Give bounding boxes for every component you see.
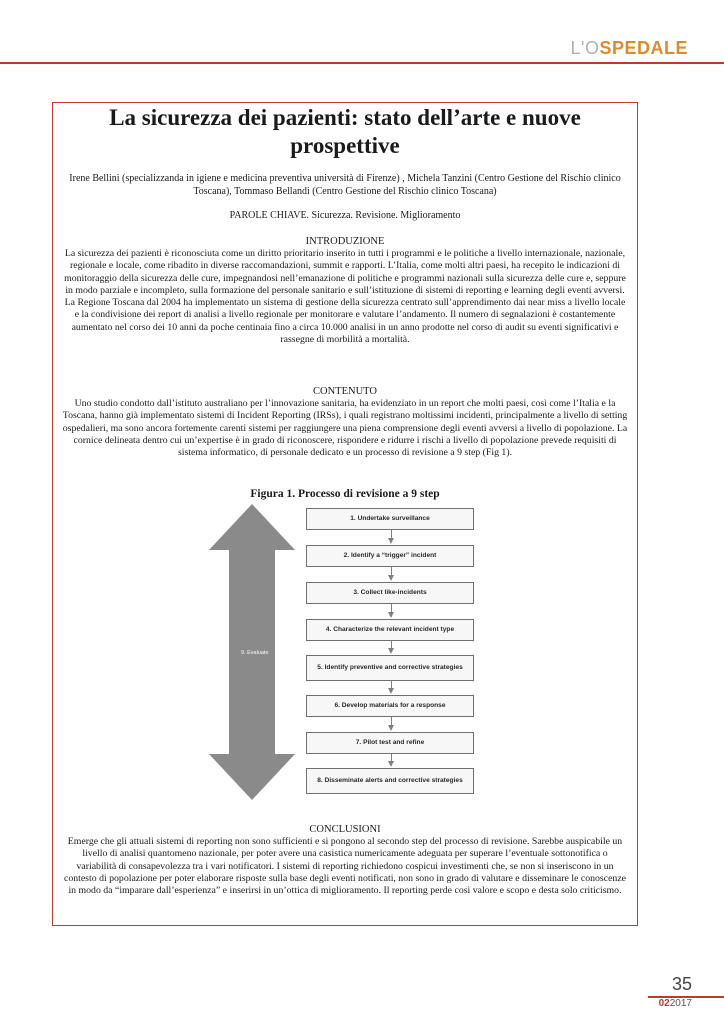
content-heading: CONTENUTO bbox=[313, 386, 377, 397]
conclusion-paragraph: Emerge che gli attuali sistemi di reporting non sono sufficienti e si pongono al secondo step del processo di revisione. Sarebbe auspicabile un livello di analisi quantomeno nazionale, per poter avere una casistica numericamente adeguata per superare l’eventuale sottonotifica o variabilità di consapevolezza tra i vari notificatori. I sistemi di reporting richiedono cospicui investimenti che, se non si inseriscono in un contesto di popolazione per poter elaborare risposte sulla base degli eventi notificati, non sono in grado di valutare e disseminare le conoscenze in modo da “imparare dall’esperienza” e inserirsi in un’ottica di miglioramento. Il reporting perde così valore e scopo e desta solo criticismo. bbox=[63, 836, 627, 897]
article-title: La sicurezza dei pazienti: stato dell’arte e nuove prospettive bbox=[109, 105, 581, 158]
content-paragraph: Uno studio condotto dall’istituto australiano per l’innovazione sanitaria, ha evidenziato in un report che molti paesi, così come l’Italia e la Toscana, hanno già implementato sistemi di Incident Reporting (IRSs), i quali registrano moltissimi incidenti, principalmente a livello di setting ospedalieri, ma sono ancora fortemente carenti sistemi per raggiungere una piena comprensione degli eventi avversi a livello di popolazione. La cornice delineata dentro cui un’expertise è in grado di riconoscere, rispondere e ridurre i rischi a livello di popolazione prevede requisiti di sistema informatico, di personale dedicato e un processo di revisione a 9 step (Fig 1). bbox=[62, 398, 628, 459]
step-4-box: 4. Characterize the relevant incident type bbox=[306, 619, 474, 641]
step-8-box: 8. Disseminate alerts and corrective strategies bbox=[306, 768, 474, 794]
step-connector bbox=[391, 567, 392, 575]
step-connector bbox=[391, 530, 392, 538]
revision-process-figure bbox=[205, 504, 485, 800]
step-3-box: 3. Collect like-incidents bbox=[306, 582, 474, 604]
journal-logo bbox=[571, 38, 688, 59]
step-connector bbox=[391, 641, 392, 648]
header-rule bbox=[0, 62, 724, 64]
conclusion-heading: CONCLUSIONI bbox=[309, 824, 381, 835]
down-arrow-icon bbox=[388, 612, 394, 618]
down-arrow-icon bbox=[388, 725, 394, 731]
keywords: PAROLE CHIAVE. Sicurezza. Revisione. Miglioramento bbox=[229, 210, 461, 221]
evaluate-label: 9. Evaluate bbox=[241, 650, 269, 656]
step-7-box: 7. Pilot test and refine bbox=[306, 732, 474, 754]
down-arrow-icon bbox=[388, 575, 394, 581]
intro-heading: INTRODUZIONE bbox=[305, 236, 385, 247]
step-connector bbox=[391, 681, 392, 688]
intro-paragraph: La sicurezza dei pazienti è riconosciuta come un diritto prioritario inserito in tutti i programmi e le politiche a livello internazionale, nazionale, regionale e locale, come ribadito in diverse raccomandazioni, summit e rapporti. L’Italia, come molti altri paesi, ha recepito le indicazioni di monitoraggio della sicurezza delle cure, impegnandosi nell’emanazione di politiche e programmi nazionali sulla sicurezza delle cure e, seppure in modo parziale e incompleto, sulla formazione del personale sanitario e sull’istituzione di sistemi di reporting e learning degli eventi avversi. La Regione Toscana dal 2004 ha implementato un sistema di gestione della sicurezza centrato sull’apprendimento dai near miss a livello locale e la condivisione dei report di analisi a livello regionale per monitorare e valutare l’andamento. Il numero di segnalazioni è costantemente aumentato nel corso dei 10 anni da poche centinaia fino a circa 10.000 analisi in un anno prodotte nel corso di audit su eventi significativi e rassegne di morbilità a mortalità. bbox=[64, 248, 626, 346]
logo-prefix: L'O bbox=[570, 38, 600, 58]
page-number: 35 bbox=[671, 974, 692, 994]
down-arrow-icon bbox=[388, 648, 394, 654]
step-6-box: 6. Develop materials for a response bbox=[306, 695, 474, 717]
step-5-box: 5. Identify preventive and corrective strategies bbox=[306, 655, 474, 681]
figure-title: Figura 1. Processo di revisione a 9 step bbox=[250, 488, 440, 500]
issue-number: 02 bbox=[658, 998, 670, 1009]
step-connector bbox=[391, 604, 392, 612]
step-1-box: 1. Undertake surveillance bbox=[306, 508, 474, 530]
issue-year: 2017 bbox=[669, 998, 692, 1009]
step-connector bbox=[391, 717, 392, 725]
down-arrow-icon bbox=[388, 761, 394, 767]
article-authors: Irene Bellini (specializzanda in igiene e medicina preventiva università di Firenze) , Michela Tanzini (Centro Gestione del Rischio clinico Toscana), Tommaso Bellandi (Centro Gestione del Rischio clinico Toscana) bbox=[69, 173, 621, 197]
issue-label bbox=[659, 998, 692, 1009]
step-2-box: 2. Identify a “trigger” incident bbox=[306, 545, 474, 567]
step-connector bbox=[391, 754, 392, 761]
down-arrow-icon bbox=[388, 688, 394, 694]
down-arrow-icon bbox=[388, 538, 394, 544]
logo-name: SPEDALE bbox=[599, 38, 688, 58]
